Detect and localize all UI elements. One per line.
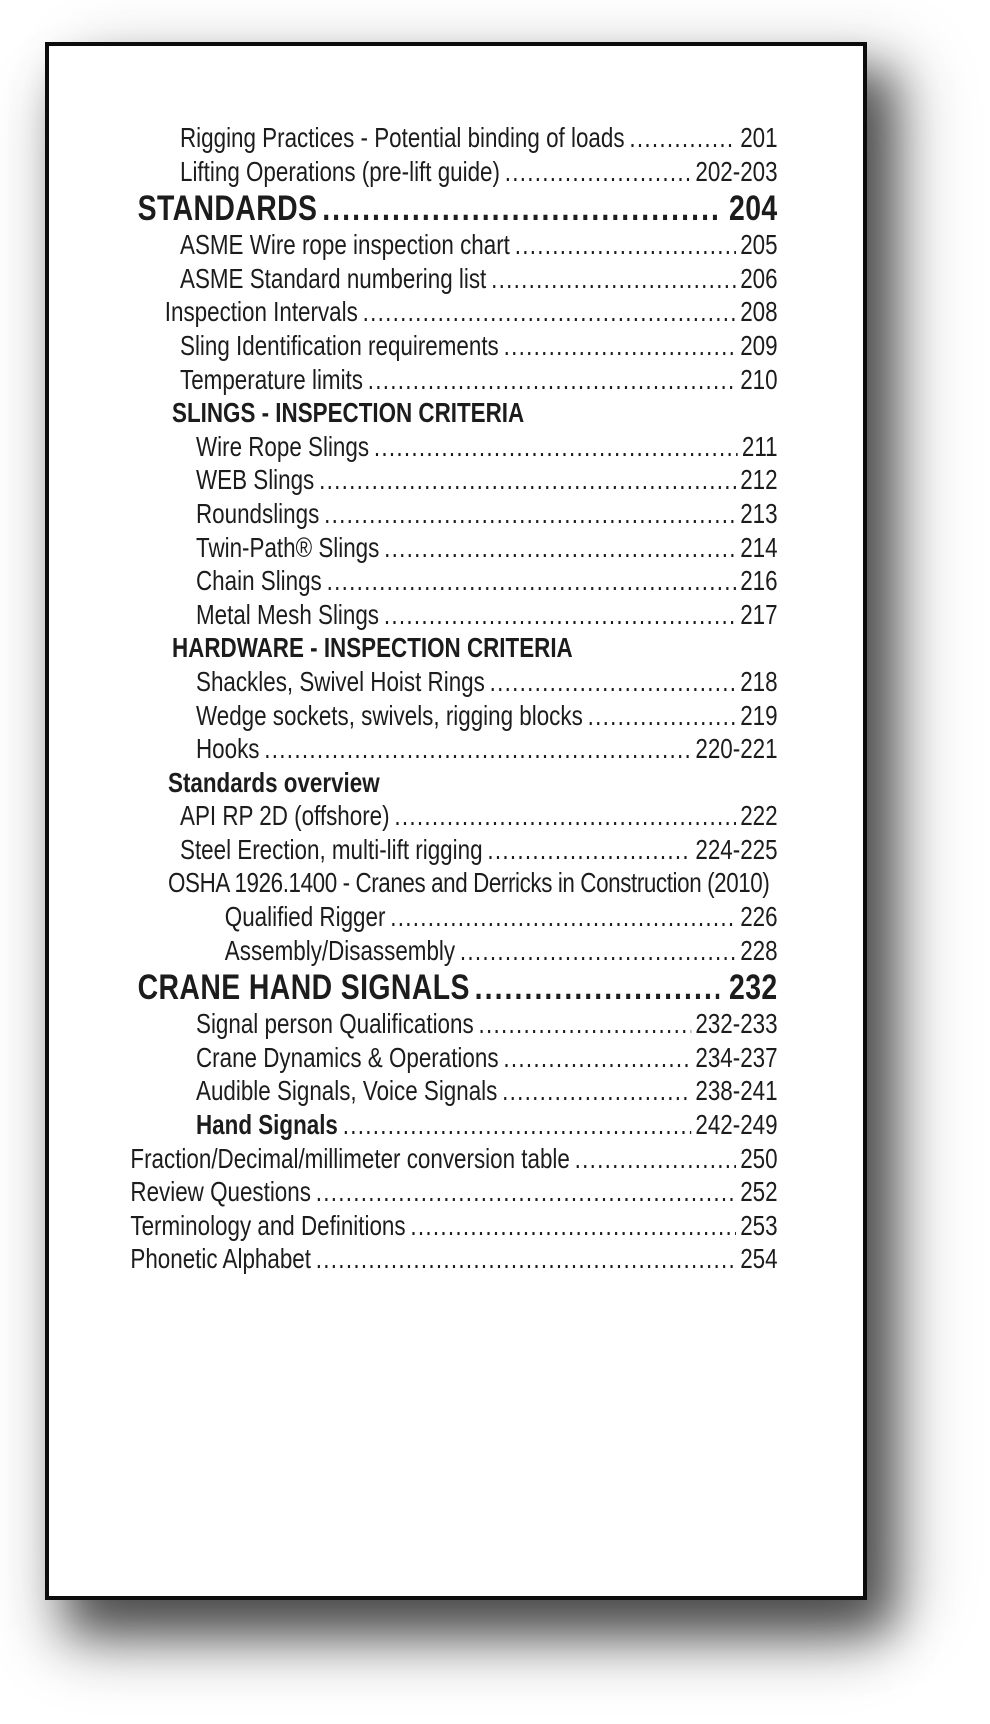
toc-entry-label: Sling Identification requirements — [180, 329, 499, 361]
dot-leader — [460, 934, 736, 968]
dot-leader — [503, 1041, 691, 1075]
dot-leader — [515, 228, 737, 262]
dot-leader — [327, 564, 737, 598]
toc-entry-label: Crane Dynamics & Operations — [196, 1041, 499, 1073]
dot-leader — [487, 833, 691, 867]
toc-entry — [225, 900, 778, 934]
toc-entry-label: ASME Wire rope inspection chart — [180, 229, 510, 261]
toc-entry-page: 209 — [740, 329, 778, 361]
toc-entry-page: 211 — [741, 430, 778, 462]
toc-entry — [196, 497, 778, 531]
toc-entry — [180, 329, 778, 363]
toc-entry-page: 232-233 — [695, 1008, 778, 1040]
dot-leader — [394, 799, 736, 833]
toc-entry — [196, 1007, 778, 1041]
toc-entry — [196, 430, 778, 464]
toc-entry — [196, 699, 778, 733]
toc-entry — [196, 1041, 778, 1075]
toc-entry-label: Qualified Rigger — [224, 901, 386, 933]
toc-entry — [180, 121, 778, 155]
toc-entry — [138, 967, 778, 1007]
toc-entry-page: 214 — [740, 531, 778, 563]
toc-entry — [130, 1242, 777, 1276]
toc-entry-label: Signal person Qualifications — [196, 1008, 474, 1040]
toc-entry-label: Hand Signals — [196, 1109, 338, 1141]
toc-entry-page: 238-241 — [695, 1075, 778, 1107]
toc-entry-page: 208 — [740, 296, 778, 328]
toc-entry — [180, 262, 778, 296]
toc-entry-label: API RP 2D (offshore) — [180, 800, 390, 832]
toc-entry-page: 220-221 — [695, 733, 778, 765]
toc-entry-page: 213 — [740, 497, 778, 529]
toc-entry — [196, 564, 778, 598]
toc-entry-label: Shackles, Swivel Hoist Rings — [196, 665, 485, 697]
toc-entry-label: Review Questions — [130, 1176, 311, 1208]
toc-entry — [196, 463, 778, 497]
toc-entry-page: 224-225 — [695, 833, 778, 865]
toc-entry — [138, 188, 778, 228]
toc-entry — [180, 228, 778, 262]
dot-leader — [319, 463, 736, 497]
toc-entry — [130, 1209, 777, 1243]
toc-entry-page: 222 — [740, 800, 778, 832]
dot-leader — [588, 699, 737, 733]
toc-entry-label: Wire Rope Slings — [196, 430, 370, 462]
toc-entry-page: 202-203 — [695, 155, 778, 187]
page-sheet — [45, 42, 867, 1600]
toc-entry-page: 217 — [740, 598, 778, 630]
dot-leader — [368, 363, 736, 397]
toc-entry — [130, 1175, 777, 1209]
toc-entry-page: 205 — [740, 229, 778, 261]
toc-entry — [196, 732, 778, 766]
toc-entry — [196, 1074, 778, 1108]
toc-entry-label: Steel Erection, multi-lift rigging — [180, 833, 483, 865]
dot-leader — [502, 1074, 691, 1108]
toc-entry-label: Terminology and Definitions — [130, 1209, 406, 1241]
dot-leader — [505, 155, 692, 189]
toc-entry-label: Fraction/Decimal/millimeter conversion table — [130, 1142, 570, 1174]
dot-leader — [504, 329, 737, 363]
toc-entry-page: 228 — [740, 934, 778, 966]
toc-entry-label: CRANE HAND SIGNALS — [137, 967, 470, 1008]
toc-entry-page: 250 — [740, 1142, 778, 1174]
dot-leader — [575, 1142, 737, 1176]
toc-entry-label: SLINGS - INSPECTION CRITERIA — [172, 397, 525, 429]
toc-entry — [180, 833, 778, 867]
toc-entry — [165, 295, 778, 329]
toc-entry-page: 212 — [740, 464, 778, 496]
toc-entry-label: Temperature limits — [180, 363, 363, 395]
toc-entry-page: 219 — [740, 699, 778, 731]
dot-leader — [343, 1108, 692, 1142]
dot-leader — [390, 900, 736, 934]
dot-leader — [264, 732, 691, 766]
toc-entry-label: Lifting Operations (pre-lift guide) — [180, 155, 500, 187]
toc-entry — [225, 934, 778, 968]
toc-entry-label: Metal Mesh Slings — [196, 598, 380, 630]
dot-leader — [490, 665, 737, 699]
toc-entry-label: Audible Signals, Voice Signals — [196, 1075, 498, 1107]
dot-leader — [316, 1175, 737, 1209]
toc-entry-page: 242-249 — [695, 1109, 778, 1141]
dot-leader — [322, 188, 719, 228]
toc-entry — [172, 631, 778, 665]
toc-entry-page: 210 — [740, 363, 778, 395]
toc-entry — [168, 766, 778, 800]
dot-leader — [629, 121, 736, 155]
toc-entry — [196, 598, 778, 632]
toc-entry-label: Twin-Path® Slings — [196, 531, 380, 563]
table-of-contents — [128, 121, 778, 1276]
dot-leader — [316, 1242, 736, 1276]
toc-entry-label: Assembly/Disassembly — [224, 934, 456, 966]
dot-leader — [475, 967, 720, 1007]
toc-entry-label: Inspection Intervals — [164, 296, 358, 328]
toc-entry-label: STANDARDS — [137, 188, 318, 229]
toc-entry-label: Wedge sockets, swivels, rigging blocks — [196, 699, 583, 731]
toc-entry-page: 234-237 — [695, 1041, 778, 1073]
toc-entry — [180, 799, 778, 833]
dot-leader — [478, 1007, 691, 1041]
toc-entry-label: Standards overview — [168, 766, 380, 798]
toc-entry-page: 253 — [740, 1209, 778, 1241]
toc-entry-label: Hooks — [196, 733, 260, 765]
toc-entry-label: Rigging Practices - Potential binding of loads — [180, 122, 625, 153]
toc-entry-page: 206 — [740, 262, 778, 294]
toc-entry-page: 232 — [729, 967, 778, 1008]
dot-leader — [410, 1209, 736, 1243]
dot-leader — [491, 262, 736, 296]
toc-entry — [168, 866, 778, 900]
toc-entry — [130, 1142, 777, 1176]
toc-entry-label: Chain Slings — [196, 565, 322, 597]
toc-entry — [180, 363, 778, 397]
toc-entry-page: 201 — [740, 122, 778, 153]
toc-entry-page: 254 — [740, 1243, 778, 1275]
toc-entry-label: OSHA 1926.1400 - Cranes and Derricks in Construction (2010) — [168, 867, 770, 899]
toc-entry-page: 218 — [740, 665, 778, 697]
toc-entry-label: ASME Standard numbering list — [180, 262, 487, 294]
toc-entry-label: HARDWARE - INSPECTION CRITERIA — [172, 632, 573, 664]
dot-leader — [363, 295, 737, 329]
dot-leader — [374, 430, 738, 464]
toc-entry-label: WEB Slings — [196, 464, 315, 496]
dot-leader — [384, 531, 736, 565]
toc-entry — [172, 396, 778, 430]
toc-entry-label: Roundslings — [196, 497, 320, 529]
toc-entry-page: 216 — [740, 565, 778, 597]
toc-entry — [196, 665, 778, 699]
dot-leader — [384, 598, 736, 632]
toc-entry — [180, 155, 778, 189]
toc-entry-page: 226 — [740, 901, 778, 933]
toc-entry — [196, 531, 778, 565]
dot-leader — [324, 497, 736, 531]
toc-entry-page: 252 — [740, 1176, 778, 1208]
toc-entry-label: Phonetic Alphabet — [130, 1243, 311, 1275]
toc-entry — [196, 1108, 778, 1142]
toc-entry-page: 204 — [729, 188, 778, 229]
